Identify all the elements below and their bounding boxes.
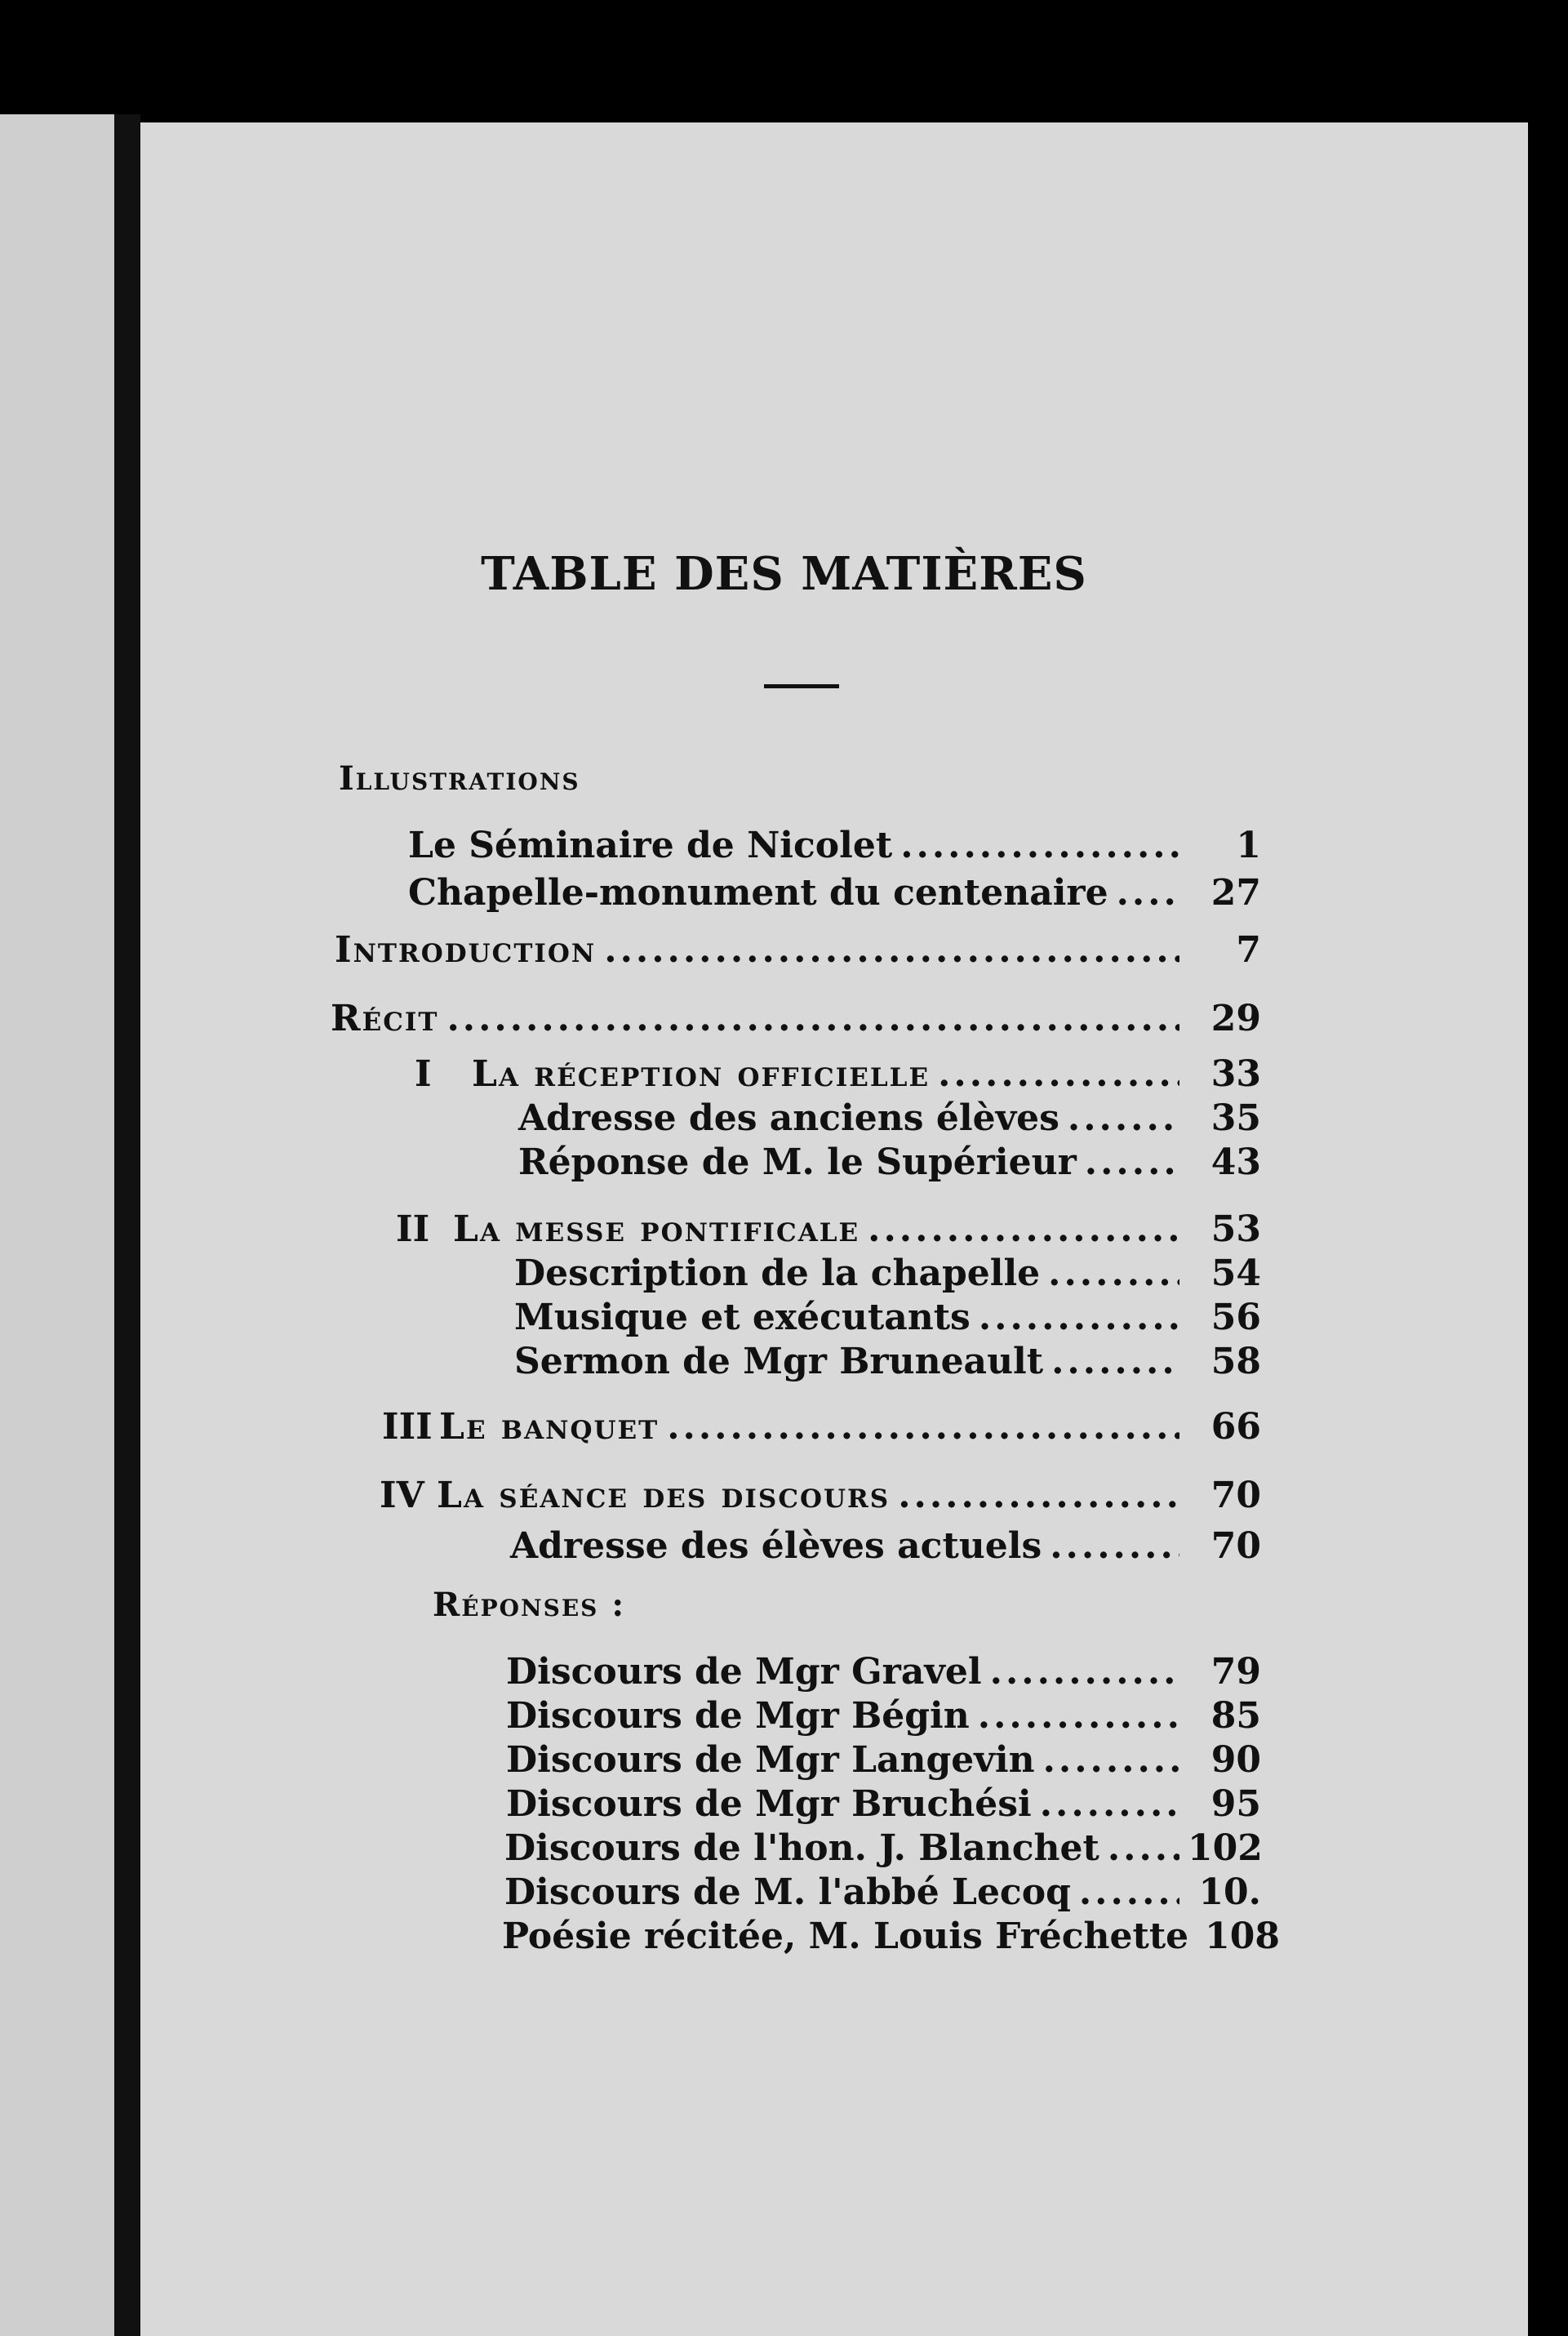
dot-leader [868,1208,1179,1250]
toc-part [382,1406,1261,1448]
toc-entry [514,1341,1261,1382]
entry-label: Chapelle-monument du centenaire [408,872,1108,914]
entry-page: 1 [1236,825,1261,866]
scan-top-border [0,0,1568,122]
toc-entry [514,1297,1261,1338]
scan-right-border [1528,122,1568,2336]
facing-page-edge [0,114,122,2336]
entry-label: Discours de Mgr Bégin [506,1695,970,1737]
entry-label: Le Séminaire de Nicolet [408,825,893,866]
dot-leader [978,1695,1179,1737]
entry-label: La réception officielle [472,1053,931,1095]
toc-entry [506,1739,1261,1781]
entry-page: 43 [1210,1141,1261,1183]
toc-entry [506,1783,1261,1825]
entry-page: 66 [1210,1406,1261,1448]
entry-page: 90 [1210,1739,1261,1781]
toc-entry [408,825,1261,866]
dot-leader [604,929,1179,971]
dot-leader [1051,1341,1179,1382]
entry-label: Discours de l'hon. J. Blanchet [504,1827,1099,1869]
toc-entry [504,1871,1261,1913]
entry-page: 70 [1210,1475,1261,1516]
entry-label: Le banquet [439,1406,660,1448]
illustrations-heading: Illustrations [339,759,580,798]
page-title: TABLE DES MATIÈRES [481,547,1087,601]
entry-page: 35 [1210,1097,1261,1139]
toc-entry [506,1695,1261,1737]
entry-label: Discours de M. l'abbé Lecoq [504,1871,1071,1913]
dot-leader [1040,1783,1179,1825]
toc-entry [408,872,1261,914]
toc-part [415,1053,1261,1095]
entry-label: La messe pontificale [453,1208,860,1250]
entry-page: 85 [1210,1695,1261,1737]
toc-entry [504,1827,1261,1869]
part-numeral: I [415,1053,432,1095]
dot-leader [898,1475,1179,1516]
entry-page: 95 [1210,1783,1261,1825]
entry-label: Introduction [335,929,597,971]
dot-leader [1043,1739,1179,1781]
entry-label: Musique et exécutants [514,1297,971,1338]
entry-label: Poésie récitée, M. Louis Fréchette [502,1916,1189,1957]
part-numeral: IV [380,1475,424,1516]
dot-leader [1050,1525,1179,1567]
part-numeral: III [382,1406,433,1448]
entry-label: Discours de Mgr Langevin [506,1739,1035,1781]
entry-label: La séance des discours [437,1475,891,1516]
entry-label: Récit [331,998,439,1039]
toc-entry-recit [331,998,1261,1039]
dot-leader [1108,1827,1179,1869]
toc-part [380,1475,1261,1516]
dot-leader [446,998,1179,1039]
entry-label: Description de la chapelle [514,1253,1041,1294]
dot-leader [900,825,1179,866]
entry-page: 53 [1210,1208,1261,1250]
book-spine [114,114,140,2336]
entry-label: Adresse des anciens élèves [518,1097,1059,1139]
toc-entry [510,1525,1261,1567]
dot-leader [1117,872,1179,914]
entry-page: 58 [1210,1341,1261,1382]
entry-page: 70 [1210,1525,1261,1567]
title-rule [764,684,839,688]
toc-entry [518,1097,1261,1139]
entry-label: Discours de Mgr Gravel [506,1651,982,1693]
reponses-heading: Réponses : [433,1586,626,1624]
toc-entry [518,1141,1261,1183]
toc-part [396,1208,1261,1250]
entry-page: 79 [1210,1651,1261,1693]
dot-leader [667,1406,1179,1448]
entry-page: 102 [1188,1827,1263,1869]
dot-leader [1068,1097,1179,1139]
toc-entry [506,1651,1261,1693]
entry-page: 29 [1210,998,1261,1039]
entry-label: Adresse des élèves actuels [510,1525,1042,1567]
entry-page: 7 [1236,929,1261,971]
dot-leader [1048,1253,1179,1294]
entry-label: Sermon de Mgr Bruneault [514,1341,1044,1382]
entry-page: 54 [1210,1253,1261,1294]
entry-label: Réponse de M. le Supérieur [518,1141,1077,1183]
entry-page: 10. [1198,1871,1261,1913]
entry-page: 56 [1210,1297,1261,1338]
dot-leader [1079,1871,1179,1913]
entry-page: 33 [1210,1053,1261,1095]
entry-page: 108 [1205,1916,1281,1957]
toc-entry [514,1253,1261,1294]
dot-leader [1085,1141,1179,1183]
dot-leader [979,1297,1179,1338]
entry-label: Discours de Mgr Bruchési [506,1783,1032,1825]
dot-leader [990,1651,1179,1693]
dot-leader [938,1053,1179,1095]
entry-page: 27 [1210,872,1261,914]
toc-entry-introduction [335,929,1261,971]
toc-entry [502,1916,1281,1957]
part-numeral: II [396,1208,430,1250]
